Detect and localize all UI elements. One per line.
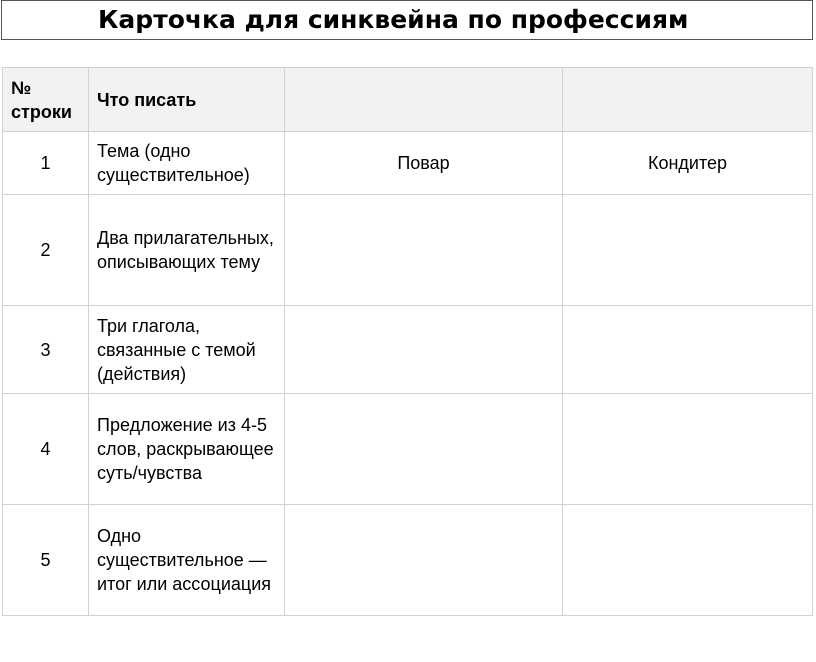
row-number-cell: 2 xyxy=(3,195,89,306)
profession-a-cell xyxy=(285,306,563,394)
profession-b-cell xyxy=(563,505,813,616)
header-cell-profession-b xyxy=(563,68,813,132)
sinkwine-table xyxy=(2,67,813,616)
table-row xyxy=(3,132,813,195)
page-title: Карточка для синквейна по профессиям xyxy=(98,5,689,34)
header-cell-number: № строки xyxy=(3,68,89,132)
row-number-cell: 4 xyxy=(3,394,89,505)
row-number-cell: 1 xyxy=(3,132,89,195)
row-instruction-cell: Одно существительное — итог или ассоциация xyxy=(89,505,285,616)
table-row xyxy=(3,195,813,306)
table-row xyxy=(3,394,813,505)
profession-b-cell xyxy=(563,195,813,306)
row-number-cell: 5 xyxy=(3,505,89,616)
header-cell-profession-a xyxy=(285,68,563,132)
profession-a-cell: Повар xyxy=(285,132,563,195)
table-row xyxy=(3,505,813,616)
table-header-row xyxy=(3,68,813,132)
profession-b-cell xyxy=(563,306,813,394)
title-box xyxy=(1,0,813,40)
profession-b-cell: Кондитер xyxy=(563,132,813,195)
table-row xyxy=(3,306,813,394)
header-cell-what: Что писать xyxy=(89,68,285,132)
row-instruction-cell: Три глагола, связанные с темой (действия) xyxy=(89,306,285,394)
profession-a-cell xyxy=(285,394,563,505)
row-instruction-cell: Тема (одно существительное) xyxy=(89,132,285,195)
profession-b-cell xyxy=(563,394,813,505)
profession-a-cell xyxy=(285,505,563,616)
row-number-cell: 3 xyxy=(3,306,89,394)
profession-a-cell xyxy=(285,195,563,306)
row-instruction-cell: Предложение из 4-5 слов, раскрывающее суть/чувства xyxy=(89,394,285,505)
row-instruction-cell: Два прилагательных, описывающих тему xyxy=(89,195,285,306)
